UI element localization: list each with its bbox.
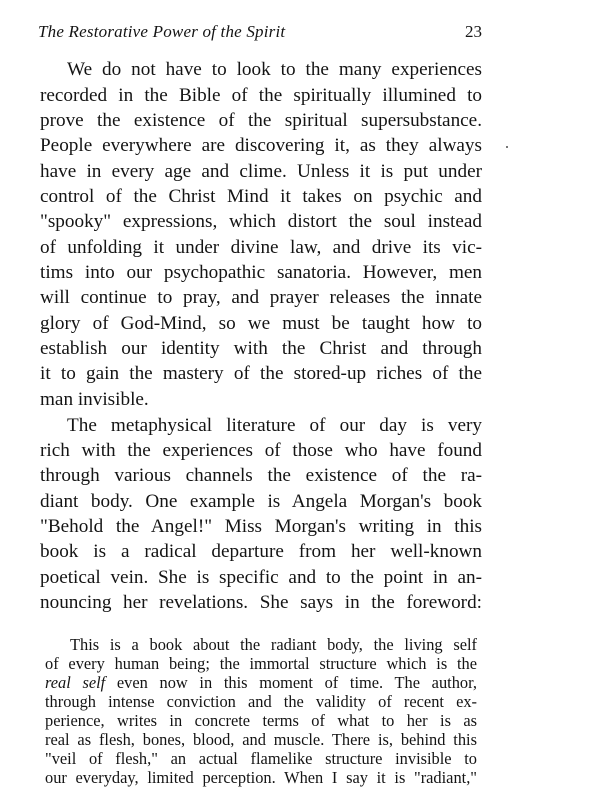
quote-line: perience, writes in concrete terms of what to her is as bbox=[45, 711, 477, 730]
text-line: book is a radical departure from her well-known bbox=[40, 541, 482, 562]
text-line: will continue to pray, and prayer releases the innate bbox=[40, 287, 482, 308]
text-line: poetical vein. She is specific and to the point in an- bbox=[40, 567, 482, 588]
text-line: People everywhere are discovering it, as they always bbox=[40, 135, 482, 156]
emphasis: real self bbox=[45, 673, 106, 692]
text-line: We do not have to look to the many experiences bbox=[67, 59, 482, 80]
text-line: rich with the experiences of those who have found bbox=[40, 440, 482, 461]
text-line: nouncing her revelations. She says in the foreword: bbox=[40, 592, 482, 613]
quote-text: even now in this moment of time. The author, bbox=[105, 673, 477, 692]
quote-line: of every human being; the immortal structure which is the bbox=[45, 654, 477, 673]
running-title: The Restorative Power of the Spirit bbox=[38, 22, 286, 41]
scan-speck bbox=[506, 146, 508, 148]
text-line: prove the existence of the spiritual supersubstance. bbox=[40, 110, 482, 131]
text-line: diant body. One example is Angela Morgan's book bbox=[40, 491, 482, 512]
text-line: have in every age and clime. Unless it is put under bbox=[40, 161, 482, 182]
quote-line bbox=[45, 673, 477, 692]
quote-line: "veil of flesh," an actual flamelike structure invisible to bbox=[45, 749, 477, 768]
text-line: it to gain the mastery of the stored-up riches of the bbox=[40, 363, 482, 384]
text-line: control of the Christ Mind it takes on psychic and bbox=[40, 186, 482, 207]
text-line: "Behold the Angel!" Miss Morgan's writing in this bbox=[40, 516, 482, 537]
text-line: recorded in the Bible of the spiritually illumined to bbox=[40, 85, 482, 106]
text-line: establish our identity with the Christ and through bbox=[40, 338, 482, 359]
running-head bbox=[38, 22, 482, 46]
text-line: glory of God-Mind, so we must be taught how to bbox=[40, 313, 482, 334]
quote-line: through intense conviction and the validity of recent ex- bbox=[45, 692, 477, 711]
text-line: of unfolding it under divine law, and drive its vic- bbox=[40, 237, 482, 258]
text-line: The metaphysical literature of our day is very bbox=[67, 415, 482, 436]
quote-line: This is a book about the radiant body, the living self bbox=[70, 635, 477, 654]
text-line: through various channels the existence of the ra- bbox=[40, 465, 482, 486]
quote-line: real as flesh, bones, blood, and muscle. There is, behind this bbox=[45, 730, 477, 749]
text-line: "spooky" expressions, which distort the soul instead bbox=[40, 211, 482, 232]
quote-line: our everyday, limited perception. When I say it is "radiant," bbox=[45, 768, 477, 787]
page-number: 23 bbox=[465, 22, 482, 41]
text-line: man invisible. bbox=[40, 389, 149, 410]
text-line: tims into our psychopathic sanatoria. However, men bbox=[40, 262, 482, 283]
